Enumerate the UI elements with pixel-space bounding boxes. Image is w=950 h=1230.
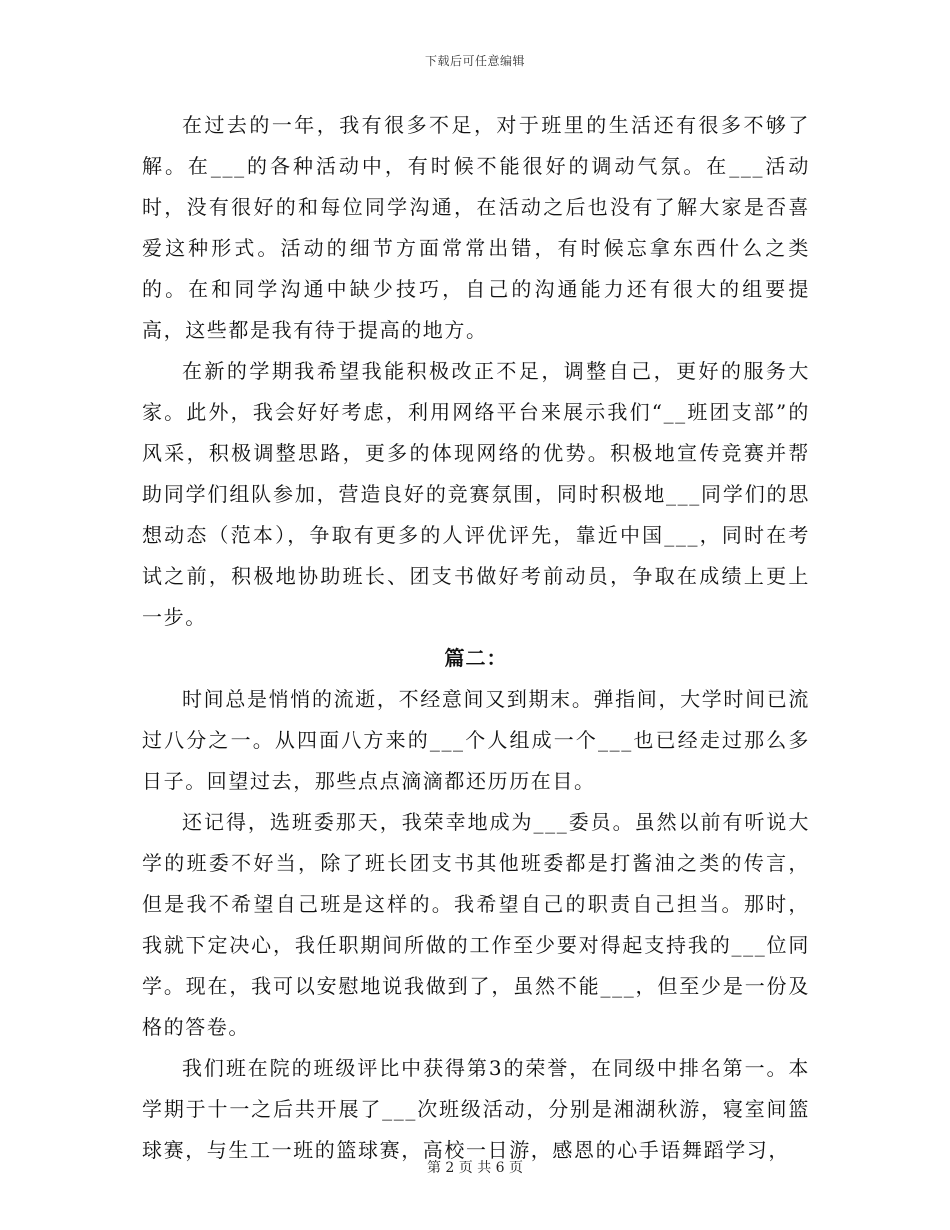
- document-body: [142, 105, 810, 1171]
- section-title: 篇二：: [444, 646, 508, 670]
- page-footer: 第 2 页 共 6 页: [426, 1160, 524, 1176]
- paragraph: 时间总是悄悄的流逝，不经意间又到期末。弹指间，大学时间已流过八分之一。从四面八方来的___个人组成一个___也已经走过那么多日子。回望过去，那些点点滴滴都还历历在目。: [142, 687, 810, 793]
- paragraph: 我们班在院的班级评比中获得第3的荣誉，在同级中排名第一。本学期于十一之后共开展了___次班级活动，分别是湘湖秋游，寝室间篮球赛，与生工一班的篮球赛，高校一日游，感恩的心手语舞蹈学习，: [142, 1056, 810, 1162]
- paragraph: 还记得，选班委那天，我荣幸地成为___委员。虽然以前有听说大学的班委不好当，除了班长团支书其他班委都是打酱油之类的传言，但是我不希望自己班是这样的。我希望自己的职责自己担当。那时，我就下定决心，我任职期间所做的工作至少要对得起支持我的___位同学。现在，我可以安慰地说我做到了，虽然不能___，但至少是一份及格的答卷。: [142, 810, 810, 1039]
- page-header: 下载后可任意编辑: [424, 54, 525, 68]
- paragraph: 在过去的一年，我有很多不足，对于班里的生活还有很多不够了解。在___的各种活动中，有时候不能很好的调动气氛。在___活动时，没有很好的和每位同学沟通，在活动之后也没有了解大家是否喜爱这种形式。活动的细节方面常常出错，有时候忘拿东西什么之类的。在和同学沟通中缺少技巧，自己的沟通能力还有很大的组要提高，这些都是我有待于提高的地方。: [142, 113, 810, 342]
- paragraph: 在新的学期我希望我能积极改正不足，调整自己，更好的服务大家。此外，我会好好考虑，利用网络平台来展示我们“__班团支部”的风采，积极调整思路，更多的体现网络的优势。积极地宣传竞赛并帮助同学们组队参加，营造良好的竞赛氛围，同时积极地___同学们的思想动态（范本），争取有更多的人评优评先，靠近中国___，同时在考试之前，积极地协助班长、团支书做好考前动员，争取在成绩上更上一步。: [142, 359, 810, 629]
